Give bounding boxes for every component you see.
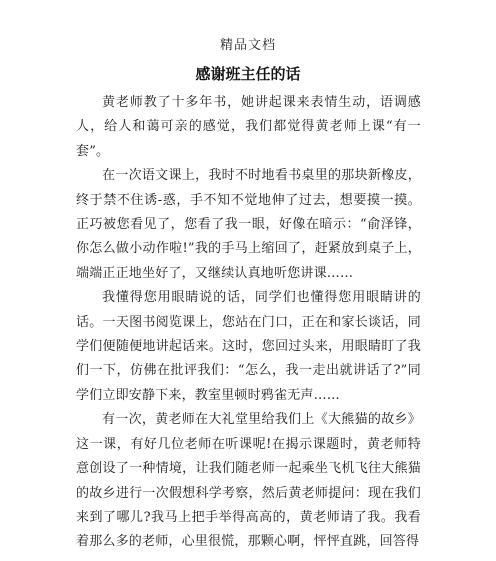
paragraph: 在一次语文课上，我时不时地看书桌里的那块新橡皮，终于禁不住诱-惑，手不知不觉地伸了过去，想要摸一摸。正巧被您看见了，您看了我一眼，好像在暗示：“俞泽锋，你怎么做小动作啦!”我的手马上缩回了，赶紧放到桌子上，端端正正地坐好了，又继续认真地听您讲课……	[76, 168, 421, 281]
document-body	[76, 91, 421, 555]
paragraph: 黄老师教了十多年书，她讲起课来表情生动，语调感人，给人和蔼可亲的感觉，我们都觉得黄老师上课“有一套”。	[76, 95, 421, 159]
document-title: 感谢班主任的话	[195, 65, 301, 83]
page-header: 精品文档	[219, 38, 276, 53]
paragraph: 我懂得您用眼睛说的话，同学们也懂得您用眼睛讲的话。一天图书阅览课上，您站在门口，正在和家长谈话，同学们便随便地讲起话来。这时，您回过头来，用眼睛盯了我们一下，仿佛在批评我们：“怎么，我一走出就讲话了?”同学们立即安静下来，教室里顿时鸦雀无声……	[76, 290, 421, 403]
paragraph: 有一次，黄老师在大礼堂里给我们上《大熊猫的故乡》这一课，有好几位老师在听课呢!在揭示课题时，黄老师特意创设了一种情境，让我们随老师一起乘坐飞机飞往大熊猫的故乡进行一次假想科学考察，然后黄老师提问：现在我们来到了哪儿?我马上把手举得高高的，黄老师请了我。我看着那么多的老师，心里很慌，那颗心啊，怦怦直跳，回答得	[76, 412, 421, 550]
